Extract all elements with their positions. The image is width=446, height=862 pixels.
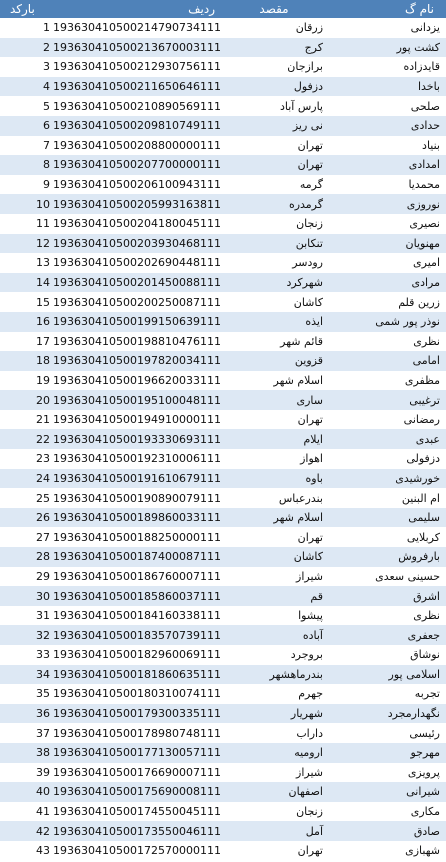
barcode: 193630410500183570739111 bbox=[53, 628, 221, 642]
row-number-barcode-cell bbox=[0, 645, 225, 665]
barcode: 193630410500176690007111 bbox=[53, 765, 221, 779]
row-number-barcode-cell bbox=[0, 214, 225, 234]
destination-cell: رودسر bbox=[292, 256, 323, 270]
barcode: 193630410500193330693111 bbox=[53, 432, 221, 446]
table-row bbox=[0, 136, 446, 156]
row-number-barcode-cell bbox=[0, 410, 225, 430]
row-number-barcode-cell bbox=[0, 665, 225, 685]
destination-cell: اسلام شهر bbox=[273, 373, 323, 387]
destination-cell: قزوین bbox=[294, 354, 323, 368]
row-number-barcode-cell bbox=[0, 116, 225, 136]
destination-cell: باوه bbox=[305, 471, 323, 485]
recipient-name-cell: شیرانی bbox=[406, 785, 440, 799]
recipient-name-cell: قایدزاده bbox=[403, 60, 440, 74]
recipient-name-cell: کشت پور bbox=[396, 40, 440, 54]
recipient-name-cell: بارفروش bbox=[398, 550, 440, 564]
recipient-name-cell: مهنویان bbox=[405, 236, 440, 250]
barcode: 193630410500210890569111 bbox=[53, 99, 221, 113]
barcode: 193630410500197820034111 bbox=[53, 354, 221, 368]
row-number: 7 bbox=[43, 138, 51, 152]
barcode: 193630410500189860033111 bbox=[53, 511, 221, 525]
recipient-name-cell: حسینی سعدی bbox=[375, 569, 440, 583]
table-row bbox=[0, 253, 446, 273]
table-row bbox=[0, 194, 446, 214]
recipient-name-cell: ام البنین bbox=[401, 491, 440, 505]
row-number: 17 bbox=[36, 334, 51, 348]
table-row bbox=[0, 723, 446, 743]
table-row bbox=[0, 77, 446, 97]
table-row bbox=[0, 332, 446, 352]
recipient-name-cell: مهرجو bbox=[410, 746, 440, 760]
recipient-name-cell: اسلامی پور bbox=[388, 667, 440, 681]
barcode: 193630410500187400087111 bbox=[53, 550, 221, 564]
table-row bbox=[0, 527, 446, 547]
table-row bbox=[0, 292, 446, 312]
recipient-name-cell: زرین قلم bbox=[398, 295, 440, 309]
row-number: 43 bbox=[36, 844, 51, 858]
recipient-name-cell: نظری bbox=[413, 334, 440, 348]
row-number-barcode-cell bbox=[0, 253, 225, 273]
destination-cell: پیشوا bbox=[298, 609, 323, 623]
destination-cell: کاشان bbox=[293, 550, 323, 564]
barcode: 193630410500177130057111 bbox=[53, 746, 221, 760]
row-number-barcode-cell bbox=[0, 821, 225, 841]
recipient-name-cell: امامی bbox=[412, 354, 440, 368]
barcode: 193630410500175690008111 bbox=[53, 785, 221, 799]
table-body bbox=[0, 18, 446, 861]
row-number: 14 bbox=[36, 276, 51, 290]
row-number-barcode-cell bbox=[0, 782, 225, 802]
row-number: 31 bbox=[36, 609, 51, 623]
header-radif: ردیف bbox=[188, 2, 215, 16]
row-number-barcode-cell bbox=[0, 77, 225, 97]
destination-cell: کرج bbox=[304, 40, 323, 54]
row-number-barcode-cell bbox=[0, 292, 225, 312]
row-number-barcode-cell bbox=[0, 527, 225, 547]
barcode: 193630410500199150639111 bbox=[53, 315, 221, 329]
destination-cell: زرقان bbox=[295, 21, 323, 35]
destination-cell: جهرم bbox=[298, 687, 323, 701]
row-number: 15 bbox=[36, 295, 51, 309]
destination-cell: تهران bbox=[297, 413, 323, 427]
table-row bbox=[0, 606, 446, 626]
row-number-barcode-cell bbox=[0, 155, 225, 175]
row-number: 19 bbox=[36, 373, 51, 387]
row-number-barcode-cell bbox=[0, 175, 225, 195]
barcode: 193630410500173550046111 bbox=[53, 824, 221, 838]
destination-cell: نی ریز bbox=[292, 119, 323, 133]
table-row bbox=[0, 469, 446, 489]
table-row bbox=[0, 586, 446, 606]
table-row bbox=[0, 175, 446, 195]
row-number: 24 bbox=[36, 471, 51, 485]
recipient-name-cell: نظری bbox=[413, 609, 440, 623]
recipient-name-cell: شهبازی bbox=[405, 844, 440, 858]
recipient-name-cell: امیری bbox=[413, 256, 440, 270]
barcode: 193630410500214790734111 bbox=[53, 21, 221, 35]
row-number-barcode-cell bbox=[0, 351, 225, 371]
row-number-barcode-cell bbox=[0, 547, 225, 567]
row-number: 23 bbox=[36, 452, 51, 466]
row-number: 41 bbox=[36, 805, 51, 819]
row-number: 32 bbox=[36, 628, 51, 642]
row-number: 25 bbox=[36, 491, 51, 505]
recipient-name-cell: ترغیبی bbox=[409, 393, 440, 407]
recipient-name-cell: جعفری bbox=[407, 628, 440, 642]
row-number: 3 bbox=[43, 60, 51, 74]
destination-cell: تهران bbox=[297, 530, 323, 544]
row-number-barcode-cell bbox=[0, 704, 225, 724]
row-number-barcode-cell bbox=[0, 586, 225, 606]
barcode: 193630410500195100048111 bbox=[53, 393, 221, 407]
header-name: نام گ bbox=[405, 2, 434, 16]
barcode: 193630410500182960069111 bbox=[53, 648, 221, 662]
recipient-name-cell: نوذر پور شمی bbox=[375, 315, 440, 329]
destination-cell: برازجان bbox=[287, 60, 323, 74]
destination-cell: زنجان bbox=[296, 217, 323, 231]
row-number: 10 bbox=[36, 197, 51, 211]
barcode: 193630410500178980748111 bbox=[53, 726, 221, 740]
destination-cell: گرمدره bbox=[288, 197, 323, 211]
row-number-barcode-cell bbox=[0, 567, 225, 587]
barcode: 193630410500194910000111 bbox=[53, 413, 221, 427]
table-row bbox=[0, 273, 446, 293]
destination-cell: شیراز bbox=[296, 569, 323, 583]
row-number-barcode-cell bbox=[0, 723, 225, 743]
row-number: 38 bbox=[36, 746, 51, 760]
destination-cell: اهواز bbox=[300, 452, 323, 466]
destination-cell: شیراز bbox=[296, 765, 323, 779]
row-number: 8 bbox=[43, 158, 51, 172]
row-number-barcode-cell bbox=[0, 763, 225, 783]
table-header-row bbox=[0, 0, 446, 18]
table-row bbox=[0, 684, 446, 704]
recipient-name-cell: امدادی bbox=[408, 158, 440, 172]
recipient-name-cell: رمضانی bbox=[403, 413, 440, 427]
row-number: 6 bbox=[43, 119, 51, 133]
row-number-barcode-cell bbox=[0, 273, 225, 293]
recipient-name-cell: سلیمی bbox=[408, 511, 440, 525]
row-number-barcode-cell bbox=[0, 488, 225, 508]
header-barcode: بارکد bbox=[10, 2, 35, 16]
row-number-barcode-cell bbox=[0, 18, 225, 38]
table-row bbox=[0, 704, 446, 724]
row-number-barcode-cell bbox=[0, 96, 225, 116]
recipient-name-cell: کربلایی bbox=[406, 530, 440, 544]
table-row bbox=[0, 390, 446, 410]
barcode: 193630410500203930468111 bbox=[53, 236, 221, 250]
barcode: 193630410500208800000111 bbox=[53, 138, 221, 152]
row-number: 42 bbox=[36, 824, 51, 838]
table-row bbox=[0, 116, 446, 136]
barcode: 193630410500212930756111 bbox=[53, 60, 221, 74]
recipient-name-cell: تجربه bbox=[414, 687, 440, 701]
barcode: 193630410500190890079111 bbox=[53, 491, 221, 505]
destination-cell: ایلام bbox=[303, 432, 323, 446]
destination-cell: گرمه bbox=[299, 178, 323, 192]
barcode: 193630410500202690448111 bbox=[53, 256, 221, 270]
table-row bbox=[0, 429, 446, 449]
recipient-name-cell: خورشیدی bbox=[395, 471, 440, 485]
destination-cell: پارس آباد bbox=[279, 99, 323, 113]
barcode: 193630410500200250087111 bbox=[53, 295, 221, 309]
table-row bbox=[0, 547, 446, 567]
destination-cell: زنجان bbox=[296, 805, 323, 819]
table-row bbox=[0, 508, 446, 528]
recipient-name-cell: نوروزی bbox=[406, 197, 440, 211]
table-row bbox=[0, 18, 446, 38]
destination-cell: اصفهان bbox=[288, 785, 323, 799]
barcode: 193630410500206100943111 bbox=[53, 178, 221, 192]
recipient-name-cell: مکاری bbox=[410, 805, 440, 819]
destination-cell: بندرعباس bbox=[278, 491, 323, 505]
row-number-barcode-cell bbox=[0, 312, 225, 332]
recipient-name-cell: یزدانی bbox=[410, 21, 440, 35]
row-number: 27 bbox=[36, 530, 51, 544]
recipient-name-cell: دزفولی bbox=[406, 452, 440, 466]
barcode: 193630410500180310074111 bbox=[53, 687, 221, 701]
table-row bbox=[0, 57, 446, 77]
destination-cell: شهریار bbox=[290, 707, 323, 721]
destination-cell: بندرماهشهر bbox=[269, 667, 323, 681]
row-number: 4 bbox=[43, 80, 51, 94]
barcode: 193630410500196620033111 bbox=[53, 373, 221, 387]
recipient-name-cell: نوشاق bbox=[410, 648, 440, 662]
row-number: 26 bbox=[36, 511, 51, 525]
destination-cell: قائم شهر bbox=[280, 334, 323, 348]
row-number-barcode-cell bbox=[0, 57, 225, 77]
row-number: 13 bbox=[36, 256, 51, 270]
destination-cell: ایذه bbox=[305, 315, 323, 329]
table-row bbox=[0, 625, 446, 645]
recipient-name-cell: مرادی bbox=[411, 276, 440, 290]
recipient-name-cell: باخدا bbox=[417, 80, 440, 94]
barcode: 193630410500209810749111 bbox=[53, 119, 221, 133]
barcode: 193630410500172570000111 bbox=[53, 844, 221, 858]
barcode: 193630410500192310006111 bbox=[53, 452, 221, 466]
row-number: 40 bbox=[36, 785, 51, 799]
row-number: 21 bbox=[36, 413, 51, 427]
row-number: 39 bbox=[36, 765, 51, 779]
barcode: 193630410500188250000111 bbox=[53, 530, 221, 544]
table-row bbox=[0, 567, 446, 587]
recipient-name-cell: حدادی bbox=[410, 119, 440, 133]
row-number-barcode-cell bbox=[0, 625, 225, 645]
destination-cell: تهران bbox=[297, 158, 323, 172]
table-row bbox=[0, 214, 446, 234]
barcode: 193630410500213670003111 bbox=[53, 40, 221, 54]
recipient-name-cell: اشرق bbox=[413, 589, 440, 603]
row-number: 30 bbox=[36, 589, 51, 603]
row-number: 12 bbox=[36, 236, 51, 250]
table-row bbox=[0, 234, 446, 254]
table-row bbox=[0, 410, 446, 430]
row-number-barcode-cell bbox=[0, 136, 225, 156]
header-radif-barcode bbox=[0, 0, 225, 18]
row-number: 18 bbox=[36, 354, 51, 368]
table-row bbox=[0, 665, 446, 685]
table-row bbox=[0, 645, 446, 665]
barcode: 193630410500191610679111 bbox=[53, 471, 221, 485]
row-number: 20 bbox=[36, 393, 51, 407]
table-row bbox=[0, 743, 446, 763]
row-number-barcode-cell bbox=[0, 371, 225, 391]
row-number-barcode-cell bbox=[0, 390, 225, 410]
row-number-barcode-cell bbox=[0, 841, 225, 861]
table-row bbox=[0, 488, 446, 508]
barcode: 193630410500184160338111 bbox=[53, 609, 221, 623]
table-row bbox=[0, 449, 446, 469]
row-number: 5 bbox=[43, 99, 51, 113]
row-number-barcode-cell bbox=[0, 606, 225, 626]
row-number: 9 bbox=[43, 178, 51, 192]
recipient-name-cell: مظفری bbox=[404, 373, 440, 387]
destination-cell: قم bbox=[310, 589, 323, 603]
barcode: 193630410500198810476111 bbox=[53, 334, 221, 348]
recipient-name-cell: محمدیا bbox=[408, 178, 440, 192]
row-number-barcode-cell bbox=[0, 194, 225, 214]
table-row bbox=[0, 841, 446, 861]
table-row bbox=[0, 351, 446, 371]
row-number-barcode-cell bbox=[0, 743, 225, 763]
recipient-name-cell: صلحی bbox=[410, 99, 440, 113]
table-row bbox=[0, 802, 446, 822]
destination-cell: آباده bbox=[302, 628, 323, 642]
barcode: 193630410500179300335111 bbox=[53, 707, 221, 721]
destination-cell: شهرکرد bbox=[286, 276, 323, 290]
row-number-barcode-cell bbox=[0, 802, 225, 822]
row-number: 37 bbox=[36, 726, 51, 740]
row-number: 34 bbox=[36, 667, 51, 681]
recipient-name-cell: پرویزی bbox=[407, 765, 440, 779]
barcode: 193630410500211650646111 bbox=[53, 80, 221, 94]
table-row bbox=[0, 763, 446, 783]
row-number-barcode-cell bbox=[0, 429, 225, 449]
barcode: 193630410500207700000111 bbox=[53, 158, 221, 172]
destination-cell: تهران bbox=[297, 844, 323, 858]
destination-cell: ساری bbox=[296, 393, 323, 407]
row-number: 29 bbox=[36, 569, 51, 583]
row-number-barcode-cell bbox=[0, 332, 225, 352]
row-number: 36 bbox=[36, 707, 51, 721]
header-maqsad: مقصد bbox=[259, 2, 289, 16]
row-number-barcode-cell bbox=[0, 234, 225, 254]
destination-cell: دزفول bbox=[293, 80, 323, 94]
barcode: 193630410500185860037111 bbox=[53, 589, 221, 603]
barcode: 193630410500174550045111 bbox=[53, 805, 221, 819]
destination-cell: کاشان bbox=[293, 295, 323, 309]
table-row bbox=[0, 821, 446, 841]
row-number-barcode-cell bbox=[0, 38, 225, 58]
barcode: 193630410500204180045111 bbox=[53, 217, 221, 231]
table-row bbox=[0, 38, 446, 58]
recipient-name-cell: عبدی bbox=[415, 432, 440, 446]
recipient-name-cell: رئیسی bbox=[409, 726, 440, 740]
recipient-name-cell: نگهدارمجرد bbox=[387, 707, 440, 721]
row-number-barcode-cell bbox=[0, 508, 225, 528]
recipient-name-cell: بنیاد bbox=[422, 138, 440, 152]
row-number: 33 bbox=[36, 648, 51, 662]
row-number: 35 bbox=[36, 687, 51, 701]
row-number: 22 bbox=[36, 432, 51, 446]
destination-cell: آمل bbox=[305, 824, 323, 838]
row-number: 2 bbox=[43, 40, 51, 54]
barcode: 193630410500181860635111 bbox=[53, 667, 221, 681]
recipient-name-cell: نصیری bbox=[409, 217, 440, 231]
table-row bbox=[0, 312, 446, 332]
destination-cell: بروجرد bbox=[290, 648, 323, 662]
barcode: 193630410500205993163811 bbox=[53, 197, 221, 211]
table-row bbox=[0, 371, 446, 391]
barcode: 193630410500186760007111 bbox=[53, 569, 221, 583]
row-number: 16 bbox=[36, 315, 51, 329]
barcode: 193630410500201450088111 bbox=[53, 276, 221, 290]
table-row bbox=[0, 782, 446, 802]
destination-cell: تهران bbox=[297, 138, 323, 152]
table-row bbox=[0, 155, 446, 175]
table-row bbox=[0, 96, 446, 116]
row-number: 11 bbox=[36, 217, 51, 231]
row-number-barcode-cell bbox=[0, 469, 225, 489]
destination-cell: ارومیه bbox=[294, 746, 323, 760]
row-number-barcode-cell bbox=[0, 684, 225, 704]
destination-cell: اسلام شهر bbox=[273, 511, 323, 525]
destination-cell: داراب bbox=[296, 726, 323, 740]
destination-cell: تنکابن bbox=[295, 236, 323, 250]
recipient-name-cell: صادق bbox=[413, 824, 440, 838]
row-number-barcode-cell bbox=[0, 449, 225, 469]
row-number: 1 bbox=[43, 21, 51, 35]
row-number: 28 bbox=[36, 550, 51, 564]
